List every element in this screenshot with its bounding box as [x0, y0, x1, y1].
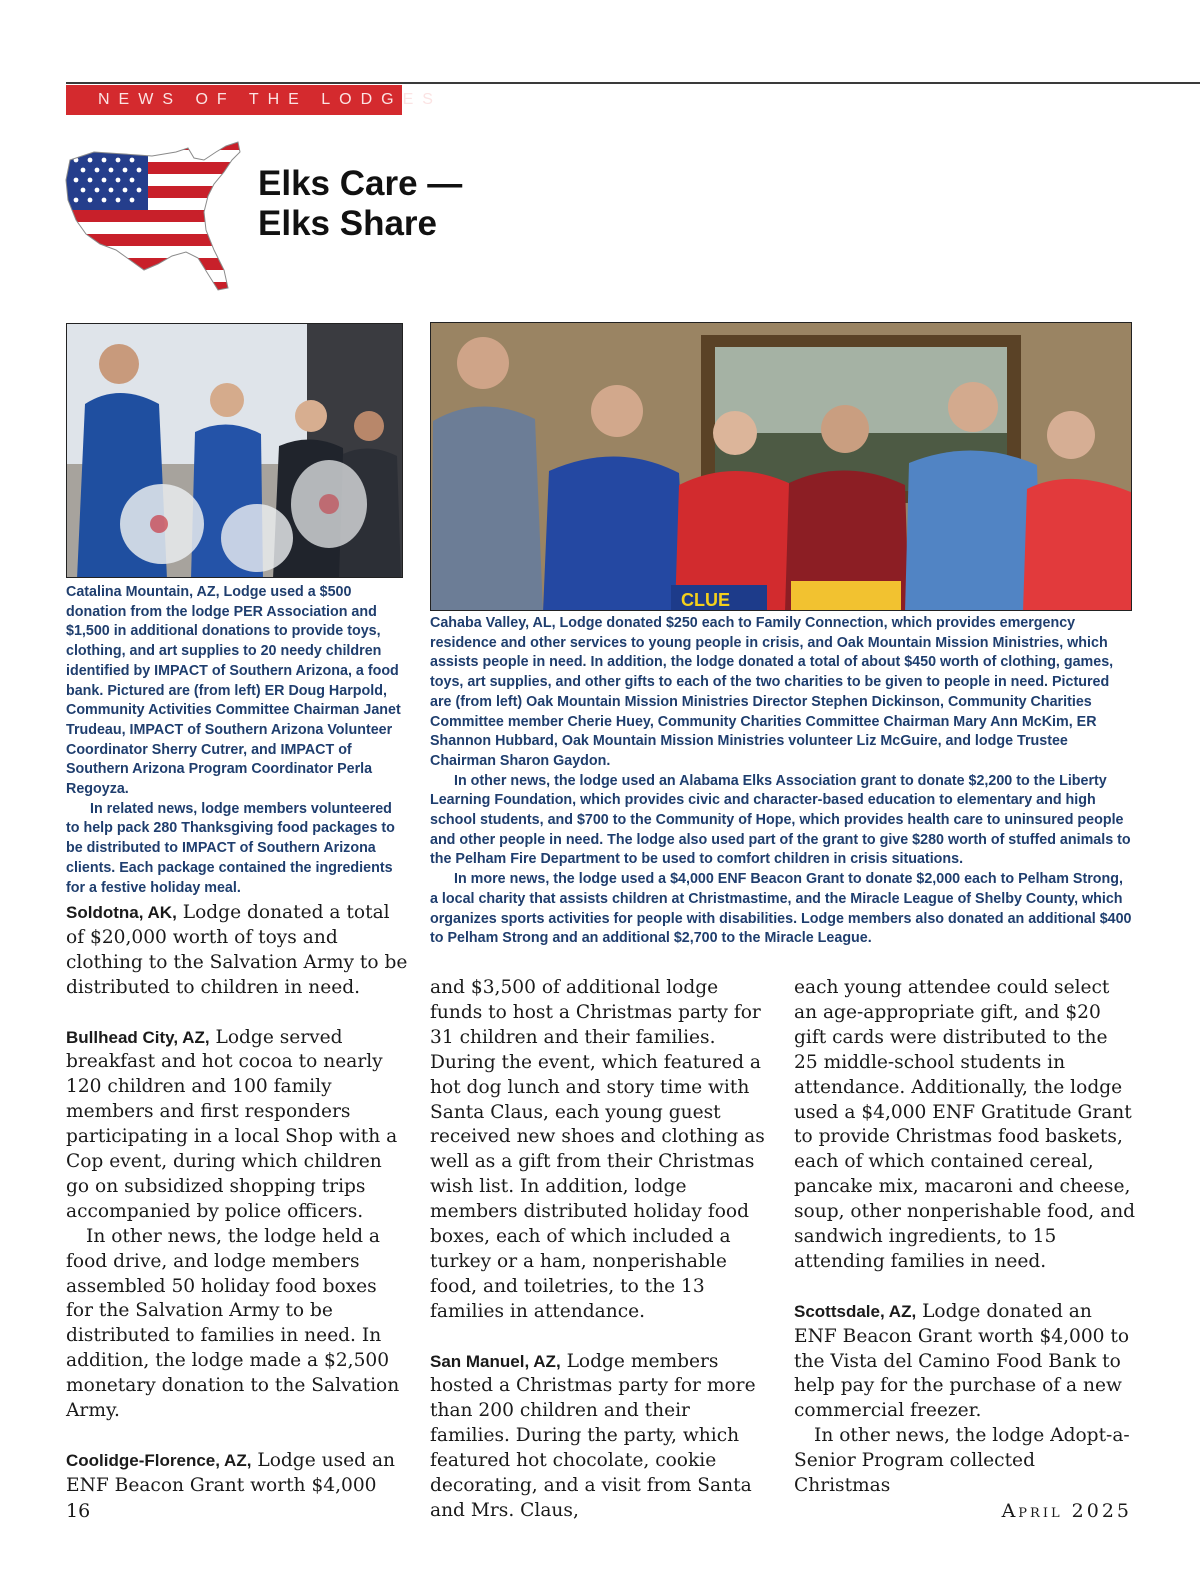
lodge-name: Coolidge-Florence, AZ, — [66, 1450, 252, 1470]
caption-paragraph — [66, 583, 406, 800]
article-text: Lodge members hosted a Christmas party for more than 200 children and their families. During the party, which featured hot chocolate, cookie decorating, and a visit from Santa and Mrs. Claus, — [430, 1350, 756, 1522]
article-column-2 — [430, 976, 772, 1524]
article-paragraph — [794, 1300, 1136, 1425]
catalina-mountain-photo — [66, 323, 403, 578]
article-text: Lodge donated a total of $20,000 worth of toys and clothing to the Salvation Army to be distributed to children in need. — [66, 902, 408, 998]
lodge-name: Soldotna, AK, — [66, 903, 177, 922]
caption-place: Cahaba Valley, AL, — [430, 615, 556, 631]
caption-text: Lodge used a $500 donation from the lodge PER Association and $1,500 in additional donations to provide toys, clothing, and art supplies to 20 needy children identified by IMPACT of Southern Arizona, a food bank. Pictured are (from left) ER Doug Harpold, Community Activities Committee Chairman Janet Trudeau, IMPACT of Southern Arizona Volunteer Coordinator Sherry Cutrer, and IMPACT of Southern Arizona Program Coordinator Perla Regoyza. — [66, 584, 401, 798]
article-column-1 — [66, 901, 408, 1499]
cahaba-valley-photo — [430, 322, 1132, 611]
article-paragraph: and $3,500 of additional lodge funds to host a Christmas party for 31 children and their families. During the event, which featured a hot dog lunch and story time with Santa Claus, each young guest received new shoes and clothing as well as a gift from their Christmas wish list. In addition, lodge members distributed holiday food boxes, each of which included a turkey or a ham, nonperishable food, and toiletries, to the 13 families in attendance. — [430, 977, 765, 1322]
photo-people-illustration — [431, 323, 1132, 611]
caption-paragraph: In other news, the lodge used an Alabama Elks Association grant to donate $2,200 to the Liberty Learning Foundation, which provides civic and character-based education to elementary and high school students, and $700 to the Community of Hope, which provides health care to uninsured people and other people in need. The lodge also used part of the grant to give $280 worth of stuffed animals to the Pelham Fire Department to be used to comfort children in crisis situations. — [430, 772, 1131, 868]
page-title — [258, 164, 462, 244]
cahaba-valley-caption — [430, 614, 1132, 949]
article-text: Lodge donated an ENF Beacon Grant worth $4,000 to the Vista del Camino Food Bank to help pay for the purchase of a new commercial freezer. — [794, 1300, 1130, 1422]
caption-place: Catalina Mountain, AZ, — [66, 584, 220, 600]
lodge-name: San Manuel, AZ, — [430, 1351, 561, 1371]
article-paragraph: In other news, the lodge held a food drive, and lodge members assembled 50 holiday food boxes for the Salvation Army to be distributed to families in need. In addition, the lodge made a $2,500 monetary donation to the Salvation Army. — [66, 1225, 400, 1422]
photo-people-illustration — [67, 324, 403, 578]
article-text: Lodge served breakfast and hot cocoa to nearly 120 children and 100 family members and first responders participating in a local Shop with a Cop event, during which children go on subsidized shopping trips accompanied by police officers. — [66, 1026, 398, 1222]
catalina-mountain-caption — [66, 583, 406, 898]
lodge-name: Bullhead City, AZ, — [66, 1027, 210, 1047]
section-banner: NEWS OF THE LODGES — [66, 85, 402, 115]
article-column-3 — [794, 976, 1136, 1499]
page-title-line-1: Elks Care — — [258, 164, 463, 203]
article-paragraph: each young attendee could select an age-appropriate gift, and $20 gift cards were distributed to the 25 middle-school students in attendance. Additionally, the lodge used a $4,000 ENF Gratitude Grant to provide Christmas food baskets, each of which contained cereal, pancake mix, macaroni and cheese, soup, other nonperishable food, and sandwich ingredients, to 15 attending families in need. — [794, 977, 1136, 1272]
article-paragraph — [66, 1026, 408, 1225]
article-paragraph — [66, 1449, 408, 1499]
page-title-line-2: Elks Share — [258, 204, 437, 243]
caption-paragraph: In related news, lodge members volunteered to help pack 280 Thanksgiving food packages to be distributed to IMPACT of Southern Arizona clients. Each package contained the ingredients for a festive holiday meal. — [66, 800, 395, 896]
article-paragraph — [430, 1350, 772, 1524]
caption-text: Lodge donated $250 each to Family Connection, which provides emergency residence and other services to young people in crisis, and Oak Mountain Mission Ministries, which assists people in need. In addition, the lodge donated a total of about $450 worth of clothing, games, toys, art supplies, and other gifts to each of the two charities to be given to people in need. Pictured are (from left) Oak Mountain Mission Ministries Director Stephen Dickinson, Community Charities Committee member Cherie Huey, Community Charities Committee Chairman Mary Ann McKim, ER Shannon Hubbard, Oak Mountain Mission Ministries volunteer Liz McGuire, and lodge Trustee Chairman Sharon Gaydon. — [430, 615, 1114, 769]
caption-paragraph — [430, 614, 1132, 772]
top-rule — [66, 82, 1200, 84]
article-text: Lodge used an ENF Beacon Grant worth $4,000 — [66, 1449, 396, 1496]
clue-box-label: CLUE — [681, 590, 730, 610]
lodge-name: Scottsdale, AZ, — [794, 1301, 917, 1321]
article-paragraph: In other news, the lodge Adopt-a-Senior Program collected Christmas — [794, 1425, 1130, 1497]
caption-paragraph: In more news, the lodge used a $4,000 ENF Beacon Grant to donate $2,000 each to Pelham Strong, a local charity that assists children at Christmastime, and the Miracle League of Shelby County, which organizes sports activities for people with disabilities. Lodge members also donated an additional $400 to Pelham Strong and an additional $2,700 to the Miracle League. — [430, 871, 1132, 947]
us-flag-map-icon — [64, 138, 244, 292]
issue-date: April 2025 — [1001, 1500, 1132, 1522]
article-paragraph — [66, 901, 408, 1001]
page-number: 16 — [66, 1500, 91, 1522]
